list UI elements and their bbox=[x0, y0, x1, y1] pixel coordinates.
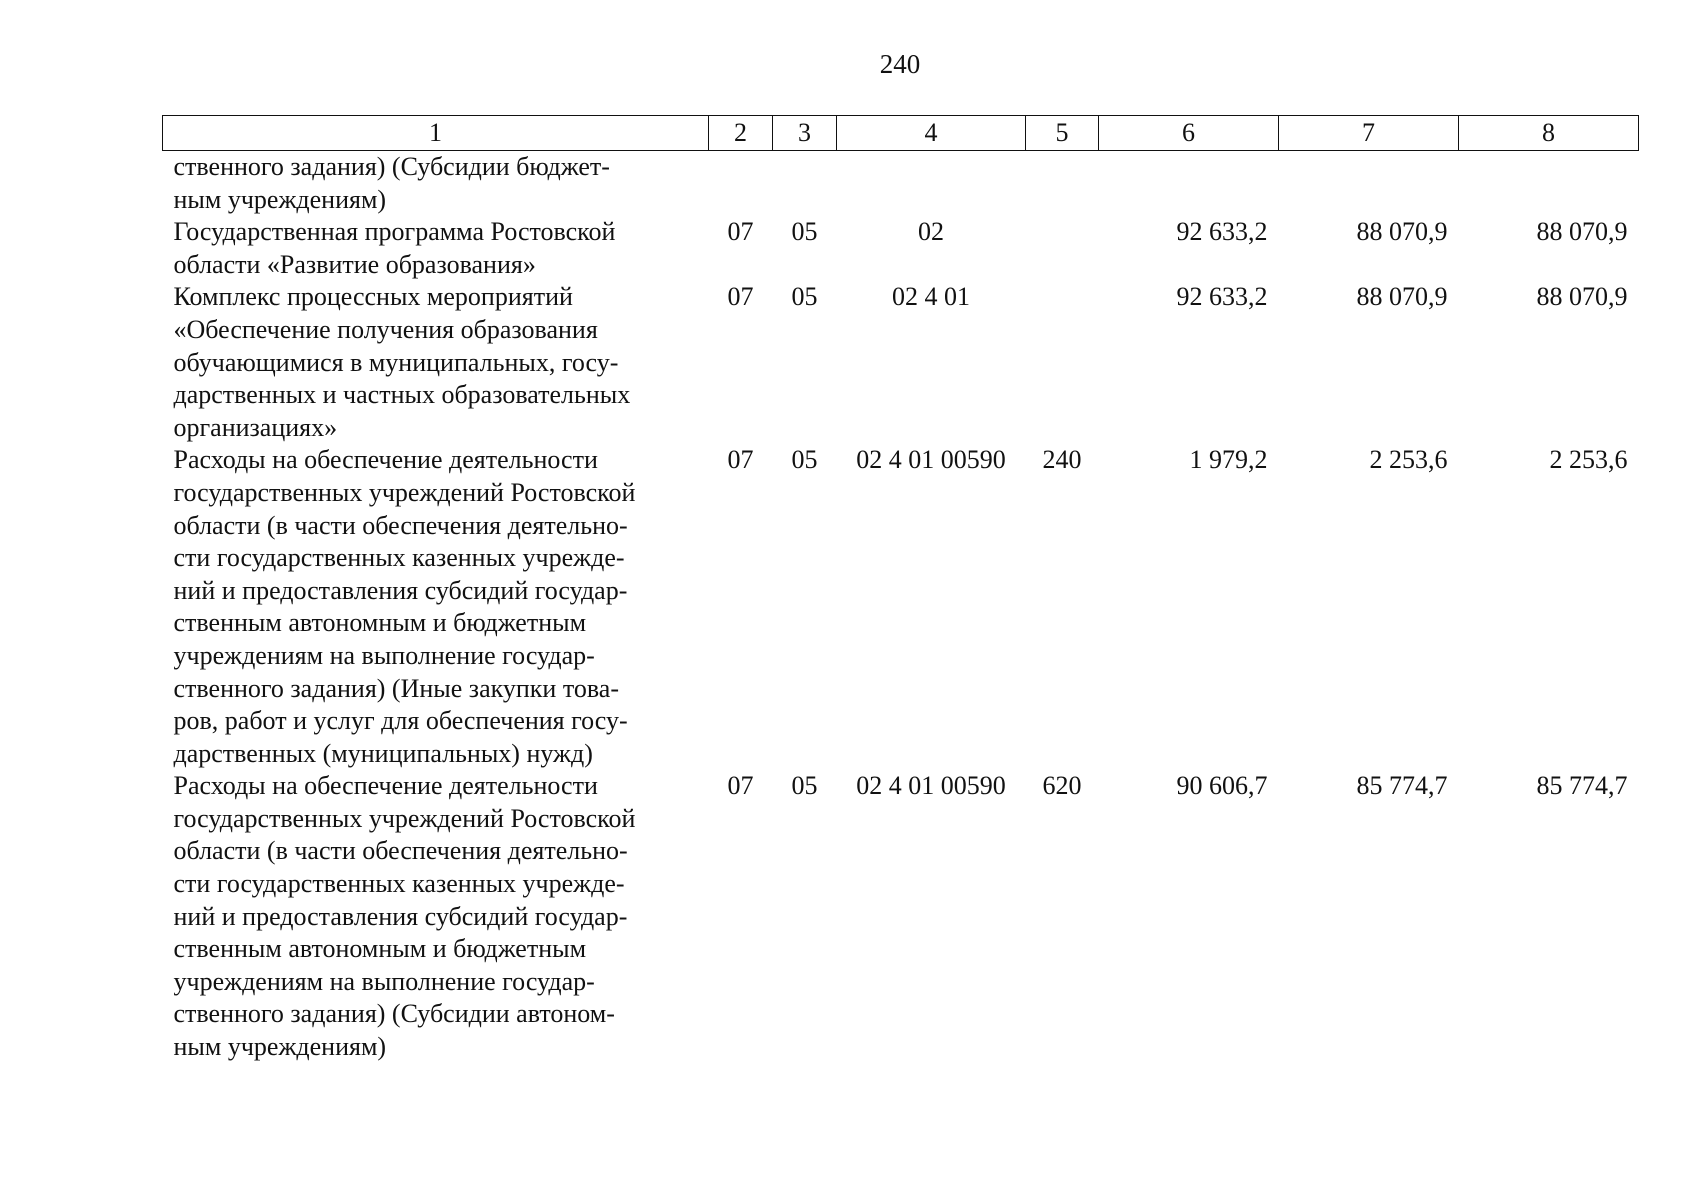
description-line: дарственных (муниципальных) нужд) bbox=[173, 738, 593, 768]
description-line: государственных учреждений Ростовской bbox=[173, 477, 636, 507]
column-header: 5 bbox=[1026, 116, 1099, 151]
description-line: дарственных и частных образовательных bbox=[173, 380, 631, 410]
amount-year-2: 88 070,9 bbox=[1356, 217, 1448, 247]
target-article-code: 02 bbox=[918, 217, 944, 247]
subsection-code: 05 bbox=[791, 282, 818, 312]
page-number: 240 bbox=[879, 49, 921, 79]
description-line: области (в части обеспечения деятельно- bbox=[173, 836, 628, 866]
section-code: 07 bbox=[727, 217, 754, 247]
table-header bbox=[163, 116, 1639, 151]
column-header: 6 bbox=[1099, 116, 1279, 151]
table-row bbox=[163, 444, 1639, 770]
budget-table bbox=[162, 115, 1639, 1064]
description-line: ным учреждениям) bbox=[173, 1032, 387, 1062]
description-line: Государственная программа Ростовской bbox=[173, 217, 616, 247]
amount-year-3: 88 070,9 bbox=[1536, 282, 1628, 312]
header-row bbox=[163, 116, 1639, 151]
description-line: сти государственных казенных учрежде- bbox=[173, 543, 625, 573]
description-line: «Обеспечение получения образования bbox=[173, 314, 598, 344]
row-description bbox=[163, 151, 709, 217]
amount-year-2: 88 070,9 bbox=[1356, 282, 1448, 312]
row-description bbox=[163, 281, 709, 444]
amount-year-2: 2 253,6 bbox=[1369, 445, 1448, 475]
row-description bbox=[163, 770, 709, 1063]
description-line: области (в части обеспечения деятельно- bbox=[173, 510, 628, 540]
table-row bbox=[163, 151, 1639, 217]
description-line: ний и предоставления субсидий государ- bbox=[173, 575, 628, 605]
amount-year-1: 1 979,2 bbox=[1189, 445, 1268, 475]
section-code: 07 bbox=[727, 771, 754, 801]
target-article-code: 02 4 01 00590 bbox=[856, 771, 1006, 801]
description-line: сти государственных казенных учрежде- bbox=[173, 869, 625, 899]
target-article-code bbox=[837, 151, 1026, 217]
description-line: ственным автономным и бюджетным bbox=[173, 934, 587, 964]
description-line: ственного задания) (Субсидии автоном- bbox=[173, 999, 615, 1029]
table-body bbox=[163, 151, 1639, 1064]
description-line: ний и предоставления субсидий государ- bbox=[173, 901, 628, 931]
description-line: области «Развитие образования» bbox=[173, 249, 536, 279]
expense-type-code: 240 bbox=[1042, 445, 1082, 475]
table-row bbox=[163, 281, 1639, 444]
column-header: 3 bbox=[773, 116, 837, 151]
description-line: Расходы на обеспечение деятельности bbox=[173, 771, 598, 801]
amount-year-1 bbox=[1099, 151, 1279, 217]
column-header: 1 bbox=[163, 116, 709, 151]
column-header: 4 bbox=[837, 116, 1026, 151]
row-description bbox=[163, 216, 709, 281]
description-line: учреждениям на выполнение государ- bbox=[173, 966, 595, 996]
column-header: 2 bbox=[709, 116, 773, 151]
section-code: 07 bbox=[727, 282, 754, 312]
target-article-code: 02 4 01 bbox=[892, 282, 970, 312]
description-line: ров, работ и услуг для обеспечения госу- bbox=[173, 706, 628, 736]
expense-type-code bbox=[1026, 281, 1099, 444]
description-line: ственного задания) (Иные закупки това- bbox=[173, 673, 619, 703]
description-line: ственным автономным и бюджетным bbox=[173, 608, 587, 638]
subsection-code: 05 bbox=[791, 771, 818, 801]
description-line: ным учреждениям) bbox=[173, 184, 387, 214]
description-line: обучающимися в муниципальных, госу- bbox=[173, 347, 619, 377]
expense-type-code bbox=[1026, 151, 1099, 217]
description-line: учреждениям на выполнение государ- bbox=[173, 640, 595, 670]
description-line: государственных учреждений Ростовской bbox=[173, 803, 636, 833]
description-line: Расходы на обеспечение деятельности bbox=[173, 445, 598, 475]
amount-year-1: 90 606,7 bbox=[1176, 771, 1268, 801]
amount-year-1: 92 633,2 bbox=[1176, 217, 1268, 247]
amount-year-3: 85 774,7 bbox=[1536, 771, 1628, 801]
subsection-code: 05 bbox=[791, 445, 818, 475]
description-line: Комплекс процессных мероприятий bbox=[173, 282, 573, 312]
row-description bbox=[163, 444, 709, 770]
amount-year-2: 85 774,7 bbox=[1356, 771, 1448, 801]
target-article-code: 02 4 01 00590 bbox=[856, 445, 1006, 475]
subsection-code bbox=[773, 151, 837, 217]
description-line: ственного задания) (Субсидии бюджет- bbox=[173, 152, 610, 181]
expense-type-code: 620 bbox=[1042, 771, 1082, 801]
amount-year-3: 2 253,6 bbox=[1549, 445, 1628, 475]
column-header: 8 bbox=[1459, 116, 1639, 151]
amount-year-1: 92 633,2 bbox=[1176, 282, 1268, 312]
table-row bbox=[163, 216, 1639, 281]
column-header: 7 bbox=[1279, 116, 1459, 151]
amount-year-2 bbox=[1279, 151, 1459, 217]
amount-year-3 bbox=[1459, 151, 1639, 217]
table-row bbox=[163, 770, 1639, 1063]
description-line: организациях» bbox=[173, 412, 338, 442]
section-code bbox=[709, 151, 773, 217]
subsection-code: 05 bbox=[791, 217, 818, 247]
section-code: 07 bbox=[727, 445, 754, 475]
amount-year-3: 88 070,9 bbox=[1536, 217, 1628, 247]
expense-type-code bbox=[1026, 216, 1099, 281]
